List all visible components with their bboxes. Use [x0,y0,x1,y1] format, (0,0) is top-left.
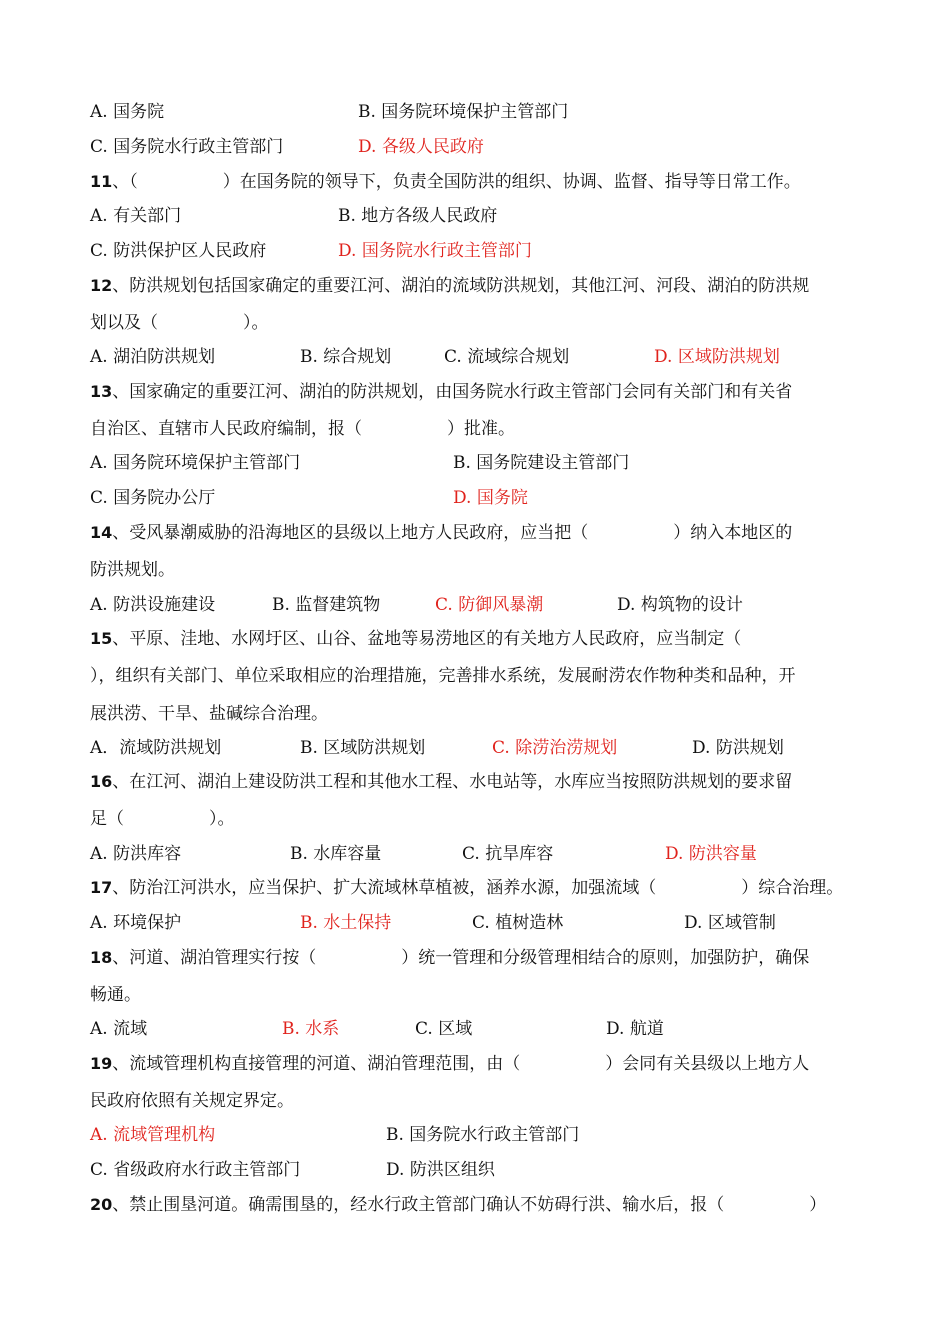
q10-option-b: B. 国务院环境保护主管部门 [358,102,569,122]
q16-option-b: B. 水库容量 [290,844,382,864]
q17-option-a: A. 环境保护 [90,913,182,933]
q12-option-d-answer: D. 区域防洪规划 [654,347,780,367]
q11-option-c: C. 防洪保护区人民政府 [90,241,267,261]
q16-question-line2: 足（ ）。 [90,809,235,829]
q14-question [90,522,792,544]
q11-option-d-answer: D. 国务院水行政主管部门 [338,241,532,261]
q11-question [90,171,801,193]
q10-option-a: A. 国务院 [90,102,165,122]
q10-option-d-answer: D. 各级人民政府 [358,137,484,157]
q15-option-c-answer: C. 除涝治涝规划 [492,738,618,758]
q18-question-line2: 畅通。 [90,985,141,1005]
q15-question-line2: ），组织有关部门、单位采取相应的治理措施，完善排水系统，发展耐涝农作物种类和品种，开 [90,666,796,686]
q18-number: 18 [90,948,113,967]
q14-text: 、受风暴潮威胁的沿海地区的县级以上地方人民政府，应当把（ ）纳入本地区的 [112,523,793,543]
q19-option-a-answer: A. 流域管理机构 [90,1125,216,1145]
q17-option-d: D. 区域管制 [684,913,776,933]
q18-option-d: D. 航道 [606,1019,664,1039]
q14-option-a: A. 防洪设施建设 [90,595,216,615]
q14-option-d: D. 构筑物的设计 [617,595,743,615]
q12-option-a: A. 湖泊防洪规划 [90,347,216,367]
q20-text: 、禁止围垦河道。确需围垦的，经水行政主管部门确认不妨碍行洪、输水后，报（ ） [112,1195,827,1215]
q11-option-b: B. 地方各级人民政府 [338,206,498,226]
q12-text: 、防洪规划包括国家确定的重要江河、湖泊的流域防洪规划，其他江河、河段、湖泊的防洪规 [112,276,810,296]
q18-option-c: C. 区域 [415,1019,473,1039]
q20-question [90,1194,826,1216]
q17-option-c: C. 植树造林 [472,913,564,933]
q10-option-c: C. 国务院水行政主管部门 [90,137,284,157]
q15-option-b: B. 区域防洪规划 [300,738,426,758]
q12-option-c: C. 流域综合规划 [444,347,570,367]
q13-option-a: A. 国务院环境保护主管部门 [90,453,301,473]
q20-number: 20 [90,1195,113,1214]
q16-option-d-answer: D. 防洪容量 [665,844,757,864]
q14-option-c-answer: C. 防御风暴潮 [435,595,544,615]
q19-question [90,1053,809,1075]
q17-option-b-answer: B. 水土保持 [300,913,392,933]
q11-text: 、（ ）在国务院的领导下，负责全国防洪的组织、协调、监督、指导等日常工作。 [112,172,801,192]
q19-option-c: C. 省级政府水行政主管部门 [90,1160,301,1180]
q11-number: 11 [90,172,113,191]
q12-question [90,275,809,297]
q16-option-c: C. 抗旱库容 [462,844,554,864]
q15-question [90,628,741,650]
q12-number: 12 [90,276,113,295]
q13-text: 、国家确定的重要江河、湖泊的防洪规划，由国务院水行政主管部门会同有关部门和有关省 [112,382,793,402]
q12-option-b: B. 综合规划 [300,347,392,367]
q17-number: 17 [90,878,113,897]
q17-question [90,877,843,899]
q14-question-line2: 防洪规划。 [90,560,175,580]
q16-option-a: A. 防洪库容 [90,844,182,864]
q14-number: 14 [90,523,113,542]
q13-option-b: B. 国务院建设主管部门 [453,453,630,473]
q18-option-b-answer: B. 水系 [282,1019,340,1039]
q16-question [90,771,792,793]
q15-question-line3: 展洪涝、干旱、盐碱综合治理。 [90,704,328,724]
q19-option-d: D. 防洪区组织 [386,1160,495,1180]
q15-number: 15 [90,629,113,648]
q19-text: 、流域管理机构直接管理的河道、湖泊管理范围，由（ ）会同有关县级以上地方人 [112,1054,810,1074]
q18-text: 、河道、湖泊管理实行按（ ）统一管理和分级管理相结合的原则，加强防护，确保 [112,948,810,968]
q16-number: 16 [90,772,113,791]
q17-text: 、防治江河洪水，应当保护、扩大流域林草植被，涵养水源，加强流域（ ）综合治理。 [112,878,844,898]
q19-option-b: B. 国务院水行政主管部门 [386,1125,580,1145]
q11-option-a: A. 有关部门 [90,206,182,226]
q18-question [90,947,809,969]
q19-number: 19 [90,1054,113,1073]
q15-option-d: D. 防洪规划 [692,738,784,758]
q16-text: 、在江河、湖泊上建设防洪工程和其他水工程、水电站等，水库应当按照防洪规划的要求留 [112,772,793,792]
q14-option-b: B. 监督建筑物 [272,595,381,615]
q19-question-line2: 民政府依照有关规定界定。 [90,1091,294,1111]
q12-question-line2: 划以及（ ）。 [90,313,269,333]
q13-question [90,381,792,403]
q15-option-a: A．流域防洪规划 [90,738,222,758]
q13-option-d-answer: D. 国务院 [453,488,528,508]
q13-option-c: C. 国务院办公厅 [90,488,216,508]
q15-text: 、平原、洼地、水网圩区、山谷、盆地等易涝地区的有关地方人民政府，应当制定（ [112,629,742,649]
q18-option-a: A. 流域 [90,1019,148,1039]
q13-question-line2: 自治区、直辖市人民政府编制，报（ ）批准。 [90,419,515,439]
q13-number: 13 [90,382,113,401]
